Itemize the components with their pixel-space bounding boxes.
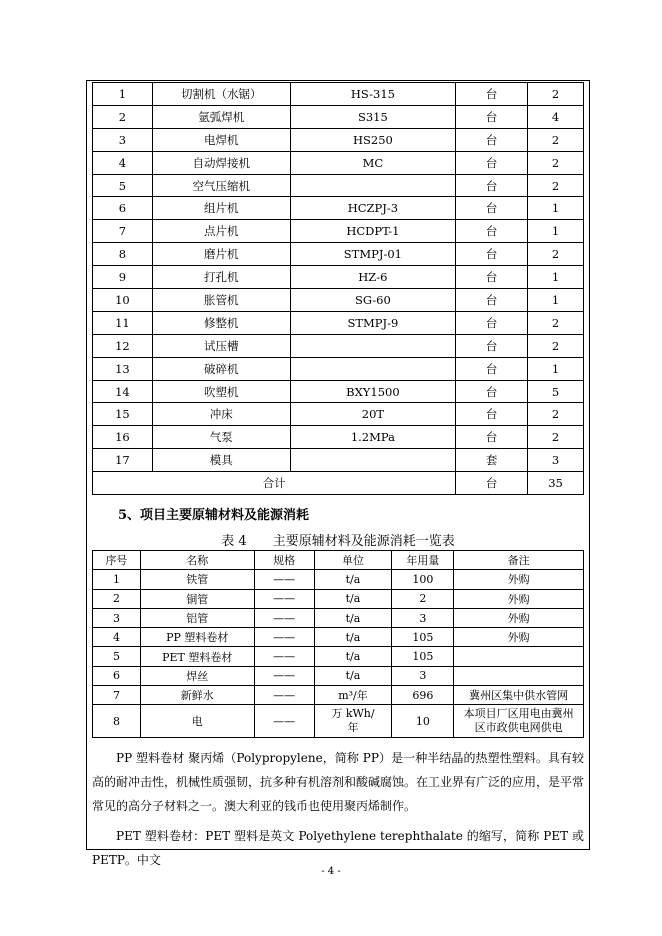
unit-cell	[314, 705, 392, 738]
model-cell: BXY1500	[290, 380, 456, 403]
note-cell: 外购	[454, 570, 584, 589]
name-cell: 铁管	[140, 570, 254, 589]
unit-line: 年	[347, 721, 359, 735]
model-cell: SG-60	[290, 289, 456, 312]
amount-cell: 105	[392, 628, 454, 647]
pet-paragraph: PET 塑料卷材：PET 塑料是英文 Polyethylene terephthalate 的缩写，简称 PET 或 PETP。中文	[92, 829, 584, 867]
equipment-row	[93, 266, 584, 289]
name-cell: 模具	[152, 449, 290, 472]
seq-cell: 7	[93, 220, 153, 243]
unit-lines	[315, 707, 392, 735]
unit-cell: t/a	[314, 647, 392, 666]
name-cell: 铝管	[140, 608, 254, 627]
seq-cell: 5	[93, 174, 153, 197]
equipment-row	[93, 289, 584, 312]
amount-cell: 2	[392, 589, 454, 608]
unit-cell: 台	[456, 243, 528, 266]
amount-cell: 10	[392, 705, 454, 738]
name-cell: 自动焊接机	[152, 151, 290, 174]
unit-cell: t/a	[314, 666, 392, 685]
model-cell	[290, 449, 456, 472]
name-cell: PET 塑料卷材	[140, 647, 254, 666]
model-cell	[290, 357, 456, 380]
name-cell: 铜管	[140, 589, 254, 608]
seq-cell: 6	[93, 666, 141, 685]
equipment-row	[93, 357, 584, 380]
equipment-row	[93, 197, 584, 220]
materials-row	[93, 666, 584, 685]
seq-cell: 14	[93, 380, 153, 403]
model-cell: S315	[290, 105, 456, 128]
seq-cell: 17	[93, 449, 153, 472]
unit-cell: 台	[456, 311, 528, 334]
unit-cell: 台	[456, 380, 528, 403]
spec-cell: ——	[254, 570, 314, 589]
header-cell: 序号	[93, 551, 141, 570]
seq-cell: 4	[93, 628, 141, 647]
name-cell: 电	[140, 705, 254, 738]
name-cell: 磨片机	[152, 243, 290, 266]
equipment-row	[93, 426, 584, 449]
note-cell: 外购	[454, 608, 584, 627]
header-cell: 单位	[314, 551, 392, 570]
note-cell: 外购	[454, 628, 584, 647]
name-cell: PP 塑料卷材	[140, 628, 254, 647]
unit-cell: 台	[456, 220, 528, 243]
amount-cell: 105	[392, 647, 454, 666]
total-label-cell: 合计	[93, 472, 456, 495]
unit-cell: 台	[456, 357, 528, 380]
model-cell: STMPJ-9	[290, 311, 456, 334]
unit-cell: t/a	[314, 628, 392, 647]
seq-cell: 6	[93, 197, 153, 220]
seq-cell: 3	[93, 608, 141, 627]
name-cell: 气泵	[152, 426, 290, 449]
spec-cell: ——	[254, 647, 314, 666]
unit-cell: 台	[456, 426, 528, 449]
amount-cell: 3	[392, 608, 454, 627]
model-cell	[290, 174, 456, 197]
equipment-row	[93, 174, 584, 197]
qty-cell: 2	[528, 174, 584, 197]
unit-cell: 台	[456, 83, 528, 106]
qty-cell: 3	[528, 449, 584, 472]
materials-row	[93, 686, 584, 705]
materials-row	[93, 705, 584, 738]
name-cell: 试压槽	[152, 334, 290, 357]
name-cell: 氩弧焊机	[152, 105, 290, 128]
note-line: 本项目厂区用电由冀州	[463, 707, 574, 721]
name-cell: 破碎机	[152, 357, 290, 380]
equipment-row	[93, 243, 584, 266]
qty-cell: 2	[528, 243, 584, 266]
equipment-total-row	[93, 472, 584, 495]
model-cell: HCDPT-1	[290, 220, 456, 243]
equipment-row	[93, 220, 584, 243]
unit-cell: 台	[456, 151, 528, 174]
note-line: 区市政供电网供电	[474, 721, 563, 735]
seq-cell: 13	[93, 357, 153, 380]
name-cell: 吹塑机	[152, 380, 290, 403]
qty-cell: 2	[528, 151, 584, 174]
note-cell: 外购	[454, 589, 584, 608]
unit-cell: 台	[456, 174, 528, 197]
note-cell	[454, 666, 584, 685]
equipment-row	[93, 334, 584, 357]
seq-cell: 9	[93, 266, 153, 289]
model-cell: HS-315	[290, 83, 456, 106]
qty-cell: 2	[528, 334, 584, 357]
materials-table	[92, 550, 584, 738]
model-cell: HZ-6	[290, 266, 456, 289]
materials-header-row	[93, 551, 584, 570]
equipment-table	[92, 82, 584, 495]
seq-cell: 3	[93, 128, 153, 151]
equipment-row	[93, 128, 584, 151]
unit-cell: t/a	[314, 608, 392, 627]
qty-cell: 5	[528, 380, 584, 403]
equipment-row	[93, 380, 584, 403]
qty-cell: 2	[528, 128, 584, 151]
spec-cell: ——	[254, 589, 314, 608]
pp-paragraph: PP 塑料卷材 聚丙烯（Polypropylene，简称 PP）是一种半结晶的热塑性塑料。具有较高的耐冲击性，机械性质强韧，抗多种有机溶剂和酸碱腐蚀。在工业界有广泛的应用，是平常常见的高分子材料之一。澳大利亚的钱币也使用聚丙烯制作。	[92, 751, 585, 813]
unit-cell: t/a	[314, 570, 392, 589]
materials-row	[93, 589, 584, 608]
materials-row	[93, 647, 584, 666]
seq-cell: 2	[93, 105, 153, 128]
seq-cell: 12	[93, 334, 153, 357]
model-cell	[290, 334, 456, 357]
unit-cell: 台	[456, 403, 528, 426]
unit-cell: 台	[456, 128, 528, 151]
name-cell: 空气压缩机	[152, 174, 290, 197]
model-cell: 20T	[290, 403, 456, 426]
seq-cell: 16	[93, 426, 153, 449]
unit-cell: 台	[456, 289, 528, 312]
unit-cell: 台	[456, 105, 528, 128]
equipment-row	[93, 83, 584, 106]
unit-cell: 套	[456, 449, 528, 472]
qty-cell: 1	[528, 289, 584, 312]
section-title: 5、项目主要原辅材料及能源消耗	[118, 508, 310, 523]
header-cell: 年用量	[392, 551, 454, 570]
seq-cell: 7	[93, 686, 141, 705]
equipment-row	[93, 151, 584, 174]
table-caption: 表 4 主要原辅材料及能源消耗一览表	[221, 534, 455, 549]
total-unit-cell: 台	[456, 472, 528, 495]
header-cell: 规格	[254, 551, 314, 570]
header-cell: 名称	[140, 551, 254, 570]
seq-cell: 1	[93, 570, 141, 589]
materials-row	[93, 570, 584, 589]
note-cell: 冀州区集中供水管网	[454, 686, 584, 705]
equipment-row	[93, 403, 584, 426]
qty-cell: 2	[528, 403, 584, 426]
amount-cell: 100	[392, 570, 454, 589]
amount-cell: 3	[392, 666, 454, 685]
qty-cell: 2	[528, 311, 584, 334]
qty-cell: 2	[528, 426, 584, 449]
name-cell: 胀管机	[152, 289, 290, 312]
name-cell: 组片机	[152, 197, 290, 220]
name-cell: 电焊机	[152, 128, 290, 151]
equipment-row	[93, 105, 584, 128]
spec-cell: ——	[254, 628, 314, 647]
model-cell: STMPJ-01	[290, 243, 456, 266]
unit-cell: 台	[456, 334, 528, 357]
page-number: - 4 -	[321, 866, 341, 877]
unit-cell: 台	[456, 266, 528, 289]
seq-cell: 2	[93, 589, 141, 608]
seq-cell: 10	[93, 289, 153, 312]
total-count-cell: 35	[528, 472, 584, 495]
name-cell: 切割机（水锯）	[152, 83, 290, 106]
qty-cell: 1	[528, 357, 584, 380]
seq-cell: 5	[93, 647, 141, 666]
model-cell: MC	[290, 151, 456, 174]
name-cell: 修整机	[152, 311, 290, 334]
qty-cell: 1	[528, 266, 584, 289]
model-cell: 1.2MPa	[290, 426, 456, 449]
name-cell: 打孔机	[152, 266, 290, 289]
seq-cell: 1	[93, 83, 153, 106]
seq-cell: 15	[93, 403, 153, 426]
amount-cell: 696	[392, 686, 454, 705]
spec-cell: ——	[254, 705, 314, 738]
unit-line: 万 kWh/	[331, 707, 375, 721]
model-cell: HCZPJ-3	[290, 197, 456, 220]
model-cell: HS250	[290, 128, 456, 151]
unit-cell: m³/年	[314, 686, 392, 705]
qty-cell: 1	[528, 197, 584, 220]
qty-cell: 1	[528, 220, 584, 243]
header-cell: 备注	[454, 551, 584, 570]
name-cell: 冲床	[152, 403, 290, 426]
materials-row	[93, 608, 584, 627]
seq-cell: 8	[93, 705, 141, 738]
seq-cell: 11	[93, 311, 153, 334]
unit-cell: t/a	[314, 589, 392, 608]
materials-row	[93, 628, 584, 647]
name-cell: 点片机	[152, 220, 290, 243]
spec-cell: ——	[254, 608, 314, 627]
spec-cell: ——	[254, 666, 314, 685]
seq-cell: 4	[93, 151, 153, 174]
note-lines	[454, 707, 583, 735]
equipment-row	[93, 449, 584, 472]
qty-cell: 4	[528, 105, 584, 128]
equipment-row	[93, 311, 584, 334]
name-cell: 新鲜水	[140, 686, 254, 705]
unit-cell: 台	[456, 197, 528, 220]
name-cell: 焊丝	[140, 666, 254, 685]
note-cell	[454, 647, 584, 666]
spec-cell: ——	[254, 686, 314, 705]
seq-cell: 8	[93, 243, 153, 266]
qty-cell: 2	[528, 83, 584, 106]
note-cell	[454, 705, 584, 738]
